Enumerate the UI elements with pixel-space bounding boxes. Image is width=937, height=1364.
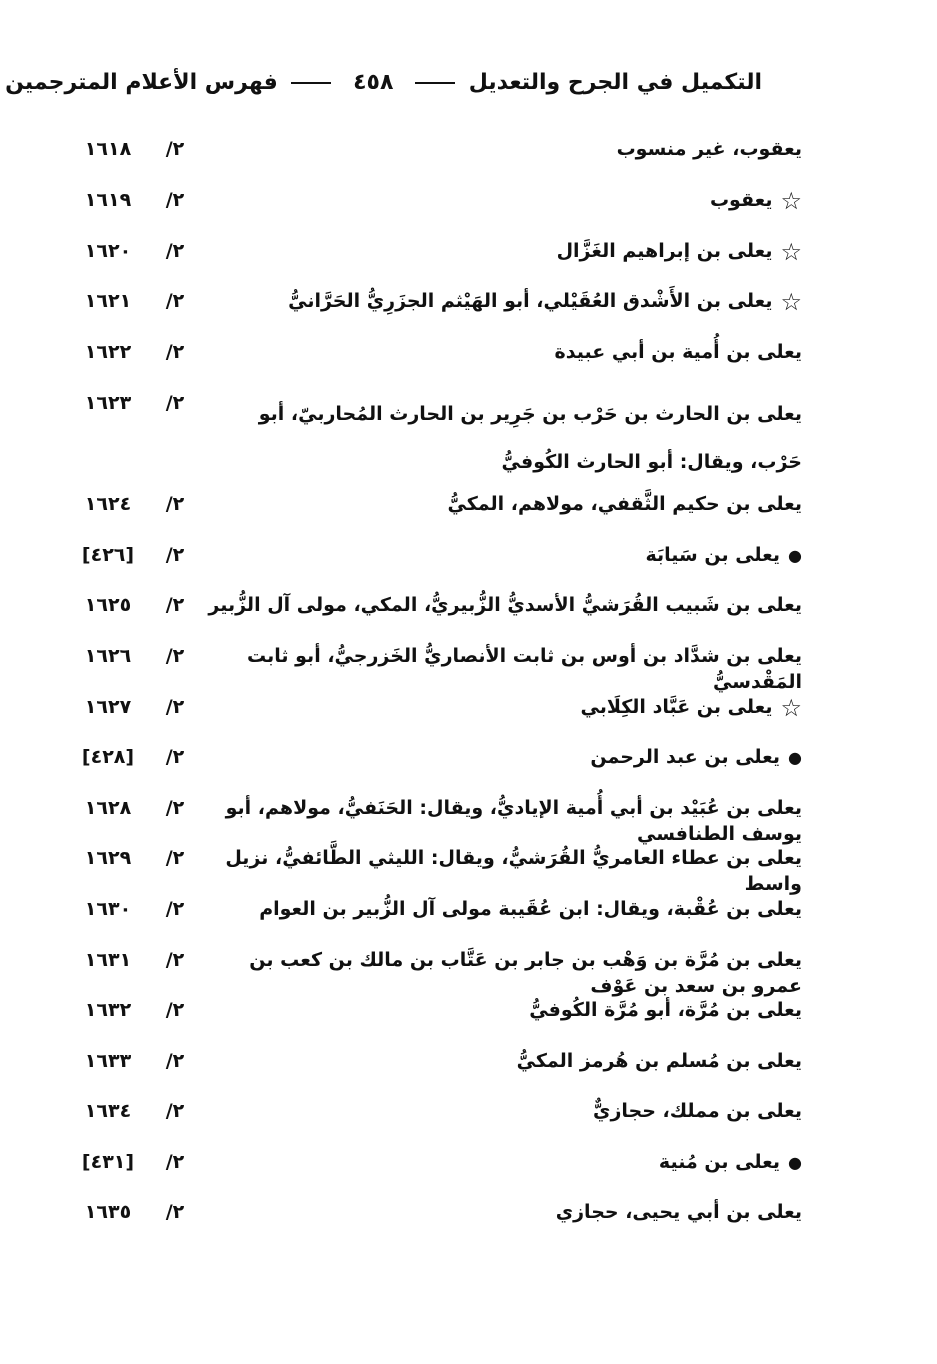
entry-volume: ٢/ [165, 645, 185, 667]
entry-name [202, 1199, 802, 1225]
entry-number: ١٦٣٢ [84, 999, 132, 1021]
entry-name [202, 339, 802, 365]
entry-volume: ٢/ [165, 544, 185, 566]
entry-number: [٤٣١] [81, 1151, 135, 1173]
star-icon: ☆ [780, 186, 802, 215]
page-number: ٤٥٨ [353, 70, 394, 95]
entry-number: ١٦٣٠ [84, 898, 132, 920]
entry-volume: ٢/ [165, 1151, 185, 1173]
entry-volume: ٢/ [165, 898, 185, 920]
entry-number: ١٦١٨ [84, 138, 132, 160]
entry-name [202, 542, 802, 569]
page-header [5, 70, 762, 110]
entry-volume: ٢/ [165, 1201, 185, 1223]
star-icon: ☆ [780, 287, 802, 316]
entry-name-text: يعلى بن مملك، حجازيٌّ [593, 1100, 802, 1122]
entry-name-text: يعلى بن أبي يحيى، حجازي [555, 1201, 802, 1223]
star-icon: ☆ [780, 693, 802, 722]
entry-number: ١٦٢٧ [84, 696, 132, 718]
entry-name [202, 643, 802, 695]
entry-name [202, 288, 802, 315]
entry-name-text: يعلى بن مُرَّة، أبو مُرَّة الكُوفيُّ [529, 999, 802, 1021]
entry-number: ١٦٢٦ [84, 645, 132, 667]
header-title-right: التكميل في الجرح والتعديل [468, 70, 762, 95]
entry-name [202, 1048, 802, 1074]
entry-name [222, 390, 802, 486]
entry-volume: ٢/ [165, 392, 185, 414]
entry-number: [٤٢٦] [81, 544, 135, 566]
entry-name-text: يعلى بن شَبيب القُرَشيُّ الأسديُّ الزُّبيريُّ، المكي، مولى آل الزُّبير [208, 594, 802, 616]
entry-number: ١٦٢١ [84, 290, 132, 312]
entry-name-text: يعلى بن حكيم الثَّقفي، مولاهم، المكيُّ [447, 493, 802, 515]
bullet-dot-icon: ● [788, 545, 802, 565]
bullet-dot-icon: ● [788, 1152, 802, 1172]
entry-name-text: يعلى بن عُقْبة، ويقال: ابن عُقَيبة مولى آل الزُّبير بن العوام [259, 898, 802, 920]
entry-name-text: يعلى بن عطاء العامريُّ القُرَشيُّ، ويقال: الليثي الطَّائفيُّ، نزيل واسط [225, 847, 802, 895]
entry-volume: ٢/ [165, 949, 185, 971]
entry-volume: ٢/ [165, 1100, 185, 1122]
entry-volume: ٢/ [165, 189, 185, 211]
entry-volume: ٢/ [165, 493, 185, 515]
entry-name-text: يعلى بن مُنية [658, 1151, 781, 1173]
entry-number: [٤٢٨] [81, 746, 135, 768]
entry-volume: ٢/ [165, 341, 185, 363]
entry-number: ١٦٢٢ [84, 341, 132, 363]
entry-name-text: يعلى بن الأَشْدق العُقَيْلي، أبو الهَيْثم الجزَرِيُّ الحَرَّانيُّ [288, 290, 773, 312]
entry-number: ١٦٣٤ [84, 1100, 132, 1122]
entry-volume: ٢/ [165, 999, 185, 1021]
entry-name-text: يعلى بن عَبَّاد الكِلَابي [580, 696, 773, 718]
entry-name-text: يعلى بن الحارث بن حَرْب بن جَرِير بن الحارث المُحاربيّ، أبو حَرْب، ويقال: أبو الحارث الكُوفيُّ [258, 403, 802, 473]
entry-number: ١٦٣١ [84, 949, 132, 971]
entry-name-text: يعلى بن أُمية بن أبي عبيدة [554, 341, 802, 363]
entry-name [202, 238, 802, 265]
entry-number: ١٦٢٣ [84, 392, 132, 414]
entry-volume: ٢/ [165, 290, 185, 312]
header-dash [291, 82, 331, 84]
entry-volume: ٢/ [165, 1050, 185, 1072]
entry-volume: ٢/ [165, 746, 185, 768]
entry-number: ١٦٣٥ [84, 1201, 132, 1223]
entry-name-text: يعلى بن شدَّاد بن أوس بن ثابت الأنصاريُّ الخَزرجيُّ، أبو ثابت المَقْدسيُّ [247, 645, 802, 693]
entry-name [202, 491, 802, 517]
entry-name [202, 592, 802, 618]
header-dash [415, 82, 455, 84]
entry-number: ١٦٢٥ [84, 594, 132, 616]
star-icon: ☆ [780, 237, 802, 266]
entry-name-text: يعقوب، غير منسوب [616, 138, 802, 160]
entry-name [202, 187, 802, 214]
entry-name [202, 1149, 802, 1176]
entry-name [202, 136, 802, 162]
entry-volume: ٢/ [165, 797, 185, 819]
entry-name-text: يعلى بن عُبَيْد بن أبي أُمية الإياديُّ، ويقال: الحَنَفيُّ، مولاهم، أبو يوسف الطنافسي [225, 797, 802, 845]
entry-number: ١٦٢٨ [84, 797, 132, 819]
entry-number: ١٦٣٣ [84, 1050, 132, 1072]
entry-name [202, 694, 802, 721]
entry-volume: ٢/ [165, 696, 185, 718]
entry-name [202, 947, 802, 999]
entry-name-text: يعلى بن سَيابَة [645, 544, 781, 566]
entry-name-text: يعلى بن عبد الرحمن [590, 746, 781, 768]
entry-number: ١٦٢٩ [84, 847, 132, 869]
header-title-left: فهرس الأعلام المترجمين [5, 70, 278, 95]
entry-name-text: يعلى بن مُسلم بن هُرمز المكيُّ [516, 1050, 802, 1072]
entry-volume: ٢/ [165, 138, 185, 160]
entry-name-text: يعلى بن مُرَّة بن وَهْب بن جابر بن عَتَّاب بن مالك بن كعب بن عمرو بن سعد بن عَوْف [249, 949, 802, 997]
entry-name [202, 997, 802, 1023]
entry-number: ١٦٢٤ [84, 493, 132, 515]
bullet-dot-icon: ● [788, 747, 802, 767]
entry-name [202, 795, 802, 847]
entry-name [202, 845, 802, 897]
entry-volume: ٢/ [165, 240, 185, 262]
entry-name [202, 1098, 802, 1124]
entry-volume: ٢/ [165, 594, 185, 616]
entry-name [202, 896, 802, 922]
entry-name-text: يعلى بن إبراهيم الغَزَّال [556, 240, 773, 262]
entry-number: ١٦١٩ [84, 189, 132, 211]
entry-name [202, 744, 802, 771]
entry-volume: ٢/ [165, 847, 185, 869]
entry-name-text: يعقوب [709, 189, 773, 211]
entry-number: ١٦٢٠ [84, 240, 132, 262]
